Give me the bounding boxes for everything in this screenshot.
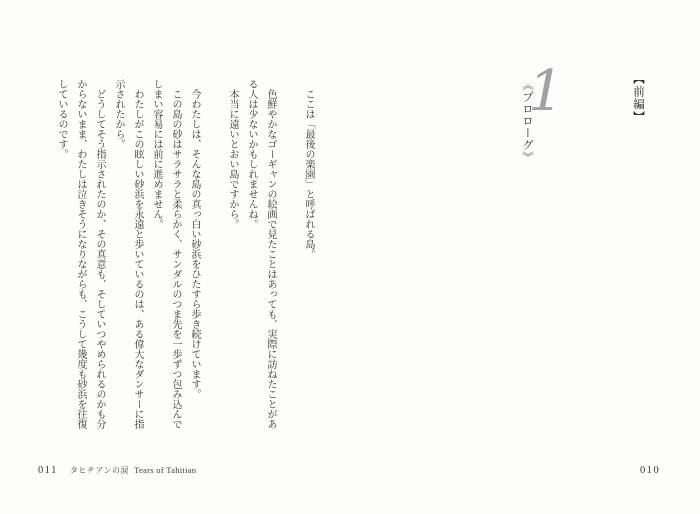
paragraph: 今わたしは、そんな島の真っ白い砂浜をひたすら歩き続けています。 (189, 89, 200, 399)
book-title-english: Tears of Tahitian (134, 465, 197, 475)
chapter-title: 《プロローグ》 (521, 79, 533, 163)
paragraph: 色鮮やかなゴーギャンの絵画で見たことはあっても、実際に訪ねたことがある人は少ないかもしれませんね。 (246, 79, 276, 429)
book-title-japanese: タヒチアンの涙 (69, 466, 130, 475)
section-label: 【前編】 (632, 73, 644, 123)
body-text (52, 79, 318, 429)
paragraph: わたしがこの眩しい砂浜を永遠と歩いているのは、ある偉大なダンサーに指示されたから。 (113, 79, 143, 429)
paragraph: この島の砂はサラサラと柔らかく、サンダルのつま先を一歩ずつ包み込んでしまい容易には前に進めません。 (151, 79, 181, 429)
paragraph: どうしてそう指示されたのか、その真意も、そしていつやめられるのかも分からないまま、わたしは泣きそうになりながらも、こうして幾度も砂浜を往復しているのです。 (56, 79, 105, 429)
paragraph: ここは「最後の楽園」と呼ばれる島。 (303, 89, 314, 259)
page-number-left: 011 (38, 465, 58, 476)
footer-left (38, 465, 196, 476)
page-number-right: 010 (640, 465, 661, 476)
chapter-number: 1 (528, 59, 564, 124)
paragraph: 本当に遠いとおい島ですから。 (227, 89, 238, 229)
